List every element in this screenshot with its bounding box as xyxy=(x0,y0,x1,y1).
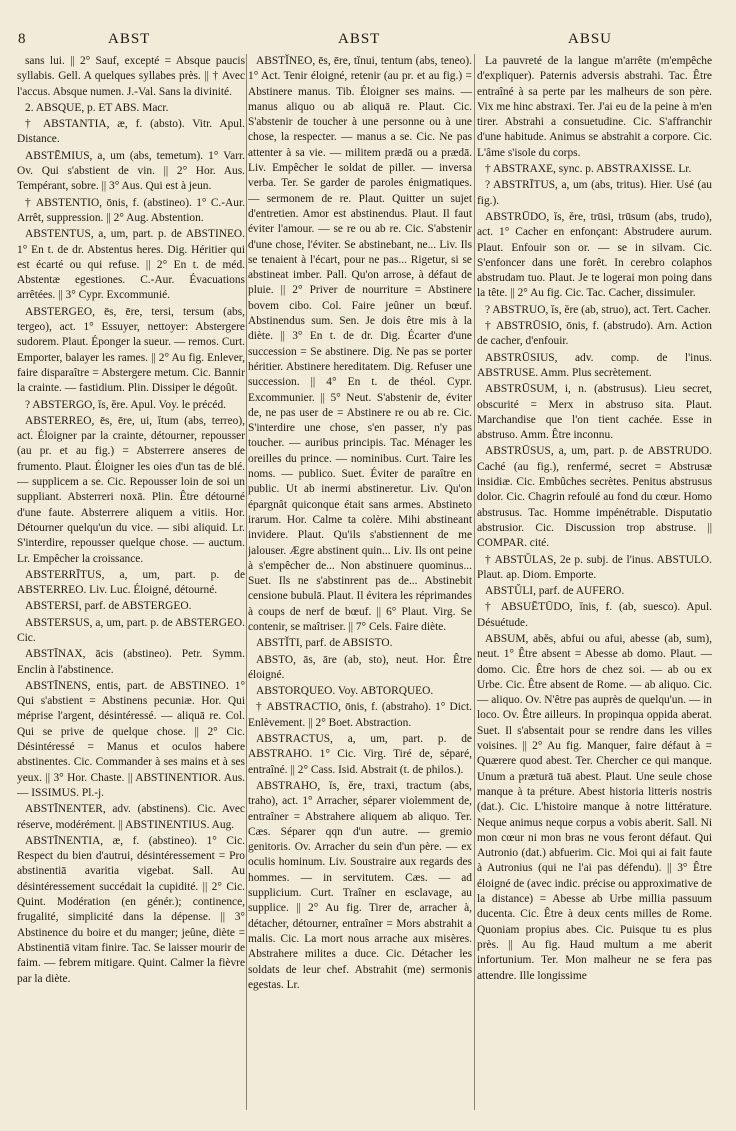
running-head-right: ABSU xyxy=(568,31,613,47)
dictionary-entry: ABSTERREO, ēs, ēre, ui, ĭtum (abs, terreo), act. Éloigner par la crainte, détourner, repousser (au pr. et au fig.) = Absterrere anseres de frumento. Plaut. Éloigner les oies d'un tas de blé. — supplicem a se. Cic. Repousser loin de soi un suppliant. Absterreri noxā. Plin. Être détourné d'une faute. Absterrere aliquem a vitiis. Hor. Détourner quelqu'un du vice. — sibi aliquid. Lr. S'interdire, repousser quelque chose. — auctum. Lr. Empêcher la croissance. xyxy=(17,414,245,565)
page-number: 8 xyxy=(18,31,27,47)
dictionary-entry: ABSTĪNAX, ācis (abstineo). Petr. Symm. Enclin à l'abstinence. xyxy=(17,648,245,676)
dictionary-entry: ABSTĪNENS, entis, part. de ABSTINEO. 1° Qui s'abstient = Abstinens pecuniæ. Hor. Qui méprise l'argent, désintéressé. — aliquā re. Col. Qui se prive de quelque chose. || 2° Cic. Désintéressé = Manus et oculos habere abstinentes. Cic. Commander à ses mains et à ses yeux. || 3° Hor. Chaste. || ABSTINENTIOR. Aus. — ISSIMUS. Pl.-j. xyxy=(17,679,245,799)
dictionary-entry: † ABSTŬLAS, 2e p. subj. de l'inus. ABSTULO. Plaut. ap. Diom. Emporte. xyxy=(477,553,712,581)
dictionary-entry: ABSTRŪDO, ĭs, ĕre, trūsi, trūsum (abs, trudo), act. 1° Cacher en enfonçant: Abstrudere aurum. Plaut. Enfouir son or. — se in silvam. Cic. S'enfoncer dans une forêt. In cerebro colaphos abstrudam tuo. Plaut. Je te logerai mon poing dans la tête. || 2° Au fig. Cic. Tac. Cacher, dissimuler. xyxy=(477,210,712,300)
running-head-center: ABST xyxy=(338,31,381,47)
dictionary-entry: † ABSUĒTŪDO, ĭnis, f. (ab, suesco). Apul. Désuétude. xyxy=(477,601,712,629)
column-divider xyxy=(246,54,247,1110)
dictionary-entry: ABSTORQUEO. Voy. ABTORQUEO. xyxy=(256,685,434,698)
dictionary-entry: ABSTERSI, parf. de ABSTERGEO. xyxy=(25,600,192,613)
dictionary-entry: ABSTĒMIUS, a, um (abs, temetum). 1° Varr. Ov. Qui s'abstient de vin. || 2° Hor. Aus. Tempérant, sobre. || 3° Aus. Qui est à jeun. xyxy=(17,149,245,193)
dictionary-entry: 2. ABSQUE, p. ET ABS. Macr. xyxy=(25,101,169,114)
dictionary-entry: † ABSTRACTIO, ōnis, f. (abstraho). 1° Dict. Enlèvement. || 2° Boet. Abstraction. xyxy=(248,701,472,729)
dictionary-entry: ABSTŬLI, parf. de AUFERO. xyxy=(485,585,625,598)
dictionary-entry: ABSTĪNENTER, adv. (abstinens). Cic. Avec réserve, modérément. || ABSTINENTIUS. Aug. xyxy=(17,803,245,831)
dictionary-entry: ABSTĬTI, parf. de ABSISTO. xyxy=(256,637,393,650)
dictionary-entry: ABSTĪNENTIA, æ, f. (abstineo). 1° Cic. Respect du bien d'autrui, désintéressement = Pro abstinentiā avaritia vigebat. Sall. Au désintéressement succédait la cupidité. || 2° Cic. Quint. Modération (en génér.); continence, frugalité, simplicité dans la dépense. || 3° Abstinence du boire et du manger; jeûne, diète = Abstinentiā vitam finire. Tac. Se laisser mourir de faim. — febrem mitigare. Quint. Calmer la fièvre par la diète. xyxy=(17,834,245,985)
dictionary-entry: ABSTERSUS, a, um, part. p. de ABSTERGEO. Cic. xyxy=(17,616,245,644)
column-2 xyxy=(248,54,472,1116)
dictionary-entry: ABSUM, abĕs, abfui ou afui, abesse (ab, sum), neut. 1° Être absent = Abesse ab domo. Plaut. — domo. Cic. Être hors de chez soi. — ab ou ex Urbe. Cic. Être absent de Rome. — ab aliquo. Cic. — aliquo. Ov. N'être pas auprès de quelqu'un. — in loco. Ov. Être ailleurs. In propinqua oppida aberat. Suet. Il s'absentait pour se rendre dans les villes voisines. || 2° Au fig. Manquer, faire défaut à = Quærere quod abest. Ter. Chercher ce qui manque. Unum a præturā tuā abest. Plaut. Une seule chose manque à ta préture. Abest historia litteris nostris (dat.). Cic. L'histoire manque à notre littérature. Neque animus neque corpus a vobis aberit. Sall. Ni mon cœur ni mon bras ne vous feront défaut. Qui Autronio (dat.) abfuerim. Cic. Moi qui ai fait faute à Autronius (qui ne l'ai pas défendu). || 3° Être éloigné de (avec indic. précise ou approximative de la distance) = Abesse ab Urbe millia passuum ducenta. Cic. Être à deux cents milles de Rome. Quoniam propius abes. Cic. Puisque tu es plus près. || Au fig. Haud multum a me aberit infortunium. Ter. Mon malheur ne se fera pas attendre. Ille longissime xyxy=(477,632,712,982)
column-divider xyxy=(474,54,475,1110)
running-head-left: ABST xyxy=(108,31,151,47)
dictionary-entry: ABSTRACTUS, a, um, part. p. de ABSTRAHO. 1° Cic. Virg. Tiré de, séparé, entraîné. || 2° Cass. Isid. Abstrait (t. de philos.). xyxy=(248,733,472,776)
dictionary-entry: ABSTRAHO, ĭs, ĕre, traxi, tractum (abs, traho), act. 1° Arracher, séparer violemment de, entraîner = Abstrahere aliquem ab aliquo. Ter. Cæs. Séparer qqn d'un autre. — gremio genitoris. Ov. Arracher du sein d'un père. — ex oculis hominum. Liv. Soustraire aux regards des hommes. — in servitutem. Cæs. — ad supplicium. Curt. Traîner en esclavage, au supplice. || 2° Au fig. Tirer de, arracher à, détacher, détourner, entraîner = Mors abstrahit a malis. Cic. La mort nous arrache aux misères. Abstrahere milites a duce. Cic. Détacher les soldats de leur chef. Abstrahit (me) sermonis egestas. Lr. xyxy=(248,779,472,991)
column-1 xyxy=(17,54,245,1116)
dictionary-entry: ABSTĬNEO, ēs, ēre, tĭnui, tentum (abs, teneo). 1° Act. Tenir éloigné, retenir (au pr. et au fig.) = Abstinere manus. Tib. Éloigner ses mains. — manus aliquo ou ab aliquā re. Plaut. Cic. S'abstenir de toucher à une personne ou à une chose, la respecter. — manus a se. Cic. Ne pas attenter à sa vie. — militem prædā ou a prædā. Liv. Empêcher le soldat de piller. — inversa verba. Ter. Se garder de paroles énigmatiques. — sermonem de re. Plaut. Quitter un sujet d'entretien. Amor est abstinendus. Plaut. Il faut éviter l'amour. — se re ou ab re. Cic. S'abstenir d'une chose, l'éviter. Se abstinebant, ne... Liv. Ils se tenaient à l'écart, pour ne pas... Rigetur, si se abstineat imber. Pall. Qu'on arrose, à défaut de pluie. || 2° Priver de nourriture = Abstinere bovem cibo. Col. Faire jeûner un bœuf. Abstinendus sum. Sen. Je dois être mis à la diète. || 3° En t. de dr. Dig. Écarter d'une succession = Se abstinere. Dig. Ne pas se porter héritier. Abstinere hereditatem. Dig. Refuser une succession. || 4° En t. de théol. Cypr. Excommunier. || 5° Neut. S'abstenir de, éviter de, ne pas user de = Abstinere re ou ab re. Cic. S'interdire une chose, s'en passer, n'y pas toucher. — auribus principis. Tac. Ménager les oreilles du prince. — nominibus. Curt. Taire les noms. — publico. Suet. Éviter de paraître en public. Ut ab inermi abstineretur. Liv. Qu'on épargnât quiconque était sans armes. Abstineto irarum. Hor. Calme ta colère. Mihi abstineant invidere. Plaut. Qu'ils s'abstiennent de me jalouser. Ægre abstinent quin... Liv. Ils ont peine à s'empêcher de... Non abstinuere quominus... Suet. Ils ne s'abstinrent pas de... Abstinebit censione bubulā. Plaut. Il évitera les réprimandes à coups de nerf de bœuf. || 6° Plaut. Virg. Se contenir, se maîtriser. || 7° Cels. Faire diète. xyxy=(248,55,472,633)
dictionary-entry: sans lui. || 2° Sauf, excepté = Absque paucis syllabis. Gell. A quelques syllabes près. || † Avec l'accus. Absque numen. J.-Val. Sans la divinité. xyxy=(17,55,245,98)
dictionary-entry: ABSTRŪSIUS, adv. comp. de l'inus. ABSTRUSE. Amm. Plus secrètement. xyxy=(477,351,712,379)
dictionary-entry: † ABSTANTIA, æ, f. (absto). Vitr. Apul. Distance. xyxy=(17,118,245,146)
dictionary-entry: ABSTERRĪTUS, a, um, part. p. de ABSTERREO. Liv. Luc. Éloigné, détourné. xyxy=(17,568,245,597)
dictionary-entry: ? ABSTERGO, ĭs, ĕre. Apul. Voy. le précéd. xyxy=(25,398,226,411)
dictionary-entry: ABSTRŪSUM, i, n. (abstrusus). Lieu secret, obscurité = Merx in abstruso sita. Plaut. Marchandise que l'on tient cachée. Esse in abstruso. Amm. Être inconnu. xyxy=(477,383,712,442)
dictionary-entry: ABSTERGEO, ēs, ēre, tersi, tersum (abs, tergeo), act. 1° Essuyer, nettoyer: Abstergere sudorem. Plaut. Éponger la sueur. — remos. Curt. Emporter, balayer les rames. || 2° Au fig. Enlever, faire disparaître = Abstergere metum. Cic. Bannir la crainte. — fastidium. Plin. Dissiper le dégoût. xyxy=(17,305,245,395)
column-3 xyxy=(477,54,712,1116)
dictionary-entry: La pauvreté de la langue m'arrête (m'empêche d'expliquer). Paternis adversis abstrahi. Tac. Être entraîné à sa perte par les malheurs de son père. Vix me hinc abstraxi. Ter. J'ai eu de la peine à m'en tirer. Abstrahi a consuetudine. Cic. S'affranchir d'une habitude. Animus se abstrahit a corpore. Cic. L'âme s'isole du corps. xyxy=(477,55,712,159)
dictionary-entry: † ABSTRAXE, sync. p. ABSTRAXISSE. Lr. xyxy=(485,163,692,176)
dictionary-entry: ABSTRŪSUS, a, um, part. p. de ABSTRUDO. Caché (au fig.), renfermé, secret = Abstrusæ insidiæ. Cic. Embûches secrètes. Penitus abstrusus dolor. Cic. Chagrin refoulé au fond du cœur. Homo abstrusus. Tac. Homme impénétrable. Disputatio abstrusior. Cic. Discussion trop abstruse. || COMPAR. cité. xyxy=(477,445,712,550)
dictionary-entry: ? ABSTRĪTUS, a, um (abs, tritus). Hier. Usé (au fig.). xyxy=(477,179,712,207)
dictionary-entry: ? ABSTRUO, ĭs, ĕre (ab, struo), act. Tert. Cacher. xyxy=(485,303,711,316)
dictionary-entry: ABSTENTUS, a, um, part. p. de ABSTINEO. 1° En t. de dr. Abstentus heres. Dig. Héritier qui est écarté ou qui refuse. || 2° En t. de méd. Abstentæ egestiones. C.-Aur. Évacuations arrêtées. || 3° Cypr. Excommunié. xyxy=(17,228,245,302)
dictionary-entry: † ABSTRŪSIO, ōnis, f. (abstrudo). Arn. Action de cacher, d'enfouir. xyxy=(477,320,712,348)
dictionary-entry: ABSTO, ās, āre (ab, sto), neut. Hor. Être éloigné. xyxy=(248,653,472,681)
dictionary-entry: † ABSTENTIO, ōnis, f. (abstineo). 1° C.-Aur. Arrêt, suppression. || 2° Aug. Abstention. xyxy=(17,196,245,224)
